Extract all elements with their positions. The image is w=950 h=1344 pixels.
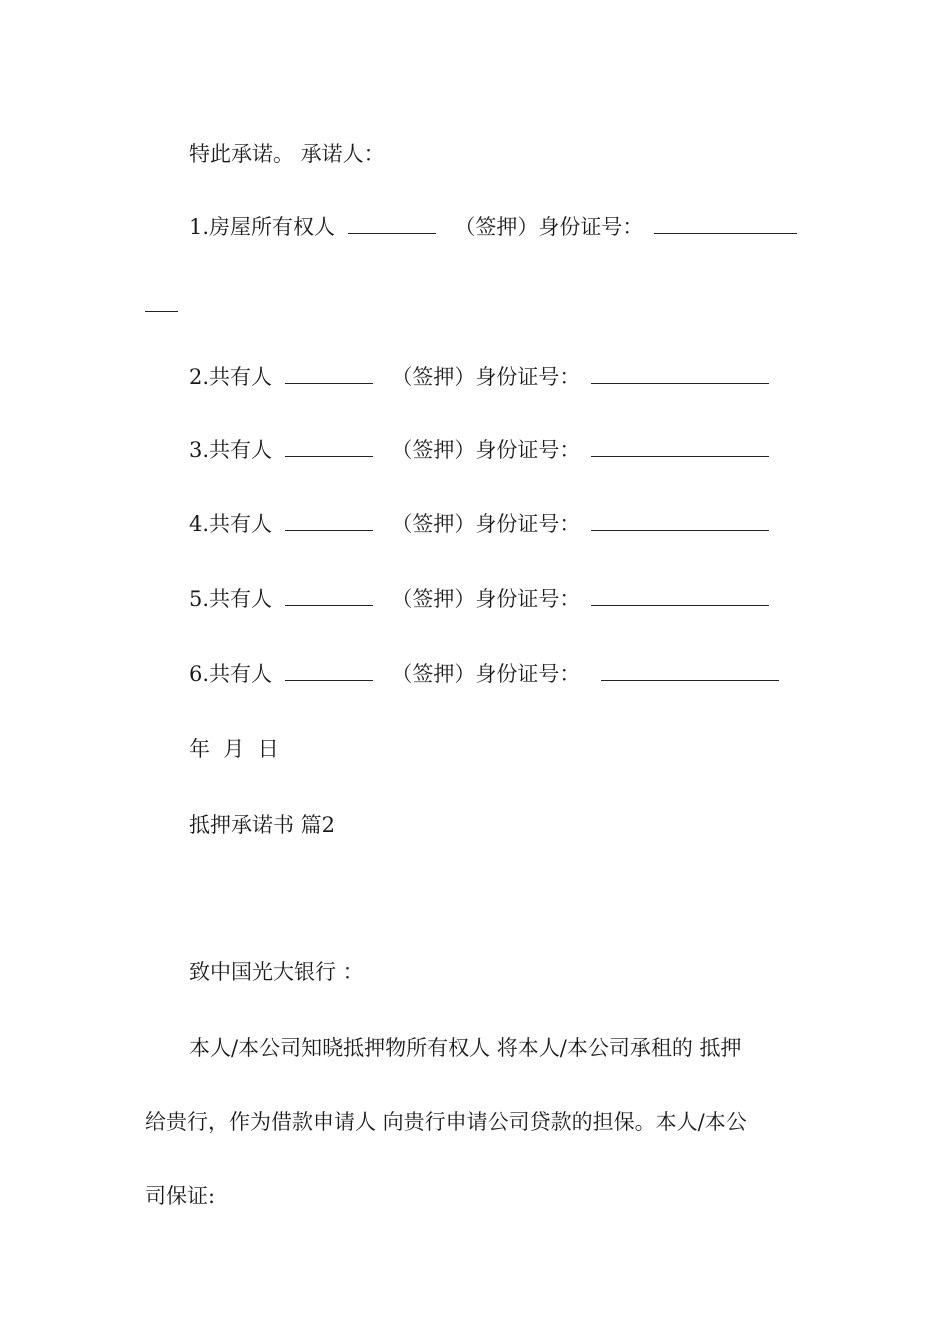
id-label: 身份证号：: [475, 438, 581, 462]
sign-note: （签押）: [391, 587, 476, 611]
id-label: 身份证号：: [538, 215, 644, 239]
signer-role: 共有人: [209, 587, 273, 611]
id-number-blank-continuation[interactable]: [145, 311, 178, 312]
signer-number: 5.: [189, 587, 210, 611]
signer-row: [189, 586, 769, 612]
signer-row: [189, 364, 769, 390]
date-line: 年 月 日: [189, 737, 279, 761]
id-number-blank[interactable]: [591, 604, 769, 606]
body-line-1: 本人/本公司知晓抵押物所有权人 将本人/本公司承租的 抵押: [189, 1036, 742, 1060]
signature-blank[interactable]: [285, 382, 373, 384]
signer-number: 1.: [189, 215, 210, 239]
signature-blank[interactable]: [348, 232, 436, 234]
id-number-blank[interactable]: [591, 455, 769, 457]
promise-closing: 特此承诺。 承诺人：: [189, 142, 385, 166]
signer-role: 共有人: [209, 438, 273, 462]
signer-number: 3.: [189, 438, 210, 462]
signer-row: [189, 511, 769, 537]
body-line-3: 司保证:: [145, 1184, 216, 1208]
signer-number: 6.: [189, 662, 210, 686]
signature-blank[interactable]: [285, 529, 373, 531]
id-number-blank[interactable]: [654, 232, 797, 234]
signer-number: 2.: [189, 365, 210, 389]
section-title: 抵押承诺书 篇2: [189, 813, 336, 837]
signature-blank[interactable]: [285, 455, 373, 457]
addressee: 致中国光大银行 ：: [189, 960, 364, 984]
id-label: 身份证号：: [475, 662, 581, 686]
id-number-blank[interactable]: [591, 382, 769, 384]
body-line-2: 给贵行，作为借款申请人 向贵行申请公司贷款的担保。本人/本公: [145, 1110, 747, 1134]
sign-note: （签押）: [391, 662, 476, 686]
signer-role: 共有人: [209, 512, 273, 536]
signer-row: [189, 437, 769, 463]
sign-note: （签押）: [391, 365, 476, 389]
id-label: 身份证号：: [475, 587, 581, 611]
signer-row: [189, 214, 797, 240]
id-number-blank[interactable]: [591, 529, 769, 531]
signer-role: 房屋所有权人: [209, 215, 336, 239]
id-label: 身份证号：: [475, 512, 581, 536]
signature-blank[interactable]: [285, 604, 373, 606]
signer-number: 4.: [189, 512, 210, 536]
signature-blank[interactable]: [285, 679, 373, 681]
signer-role: 共有人: [209, 365, 273, 389]
signer-row: [189, 661, 779, 687]
id-number-blank[interactable]: [601, 679, 779, 681]
sign-note: （签押）: [391, 438, 476, 462]
signer-role: 共有人: [209, 662, 273, 686]
sign-note: （签押）: [391, 512, 476, 536]
sign-note: （签押）: [454, 215, 539, 239]
id-label: 身份证号：: [475, 365, 581, 389]
